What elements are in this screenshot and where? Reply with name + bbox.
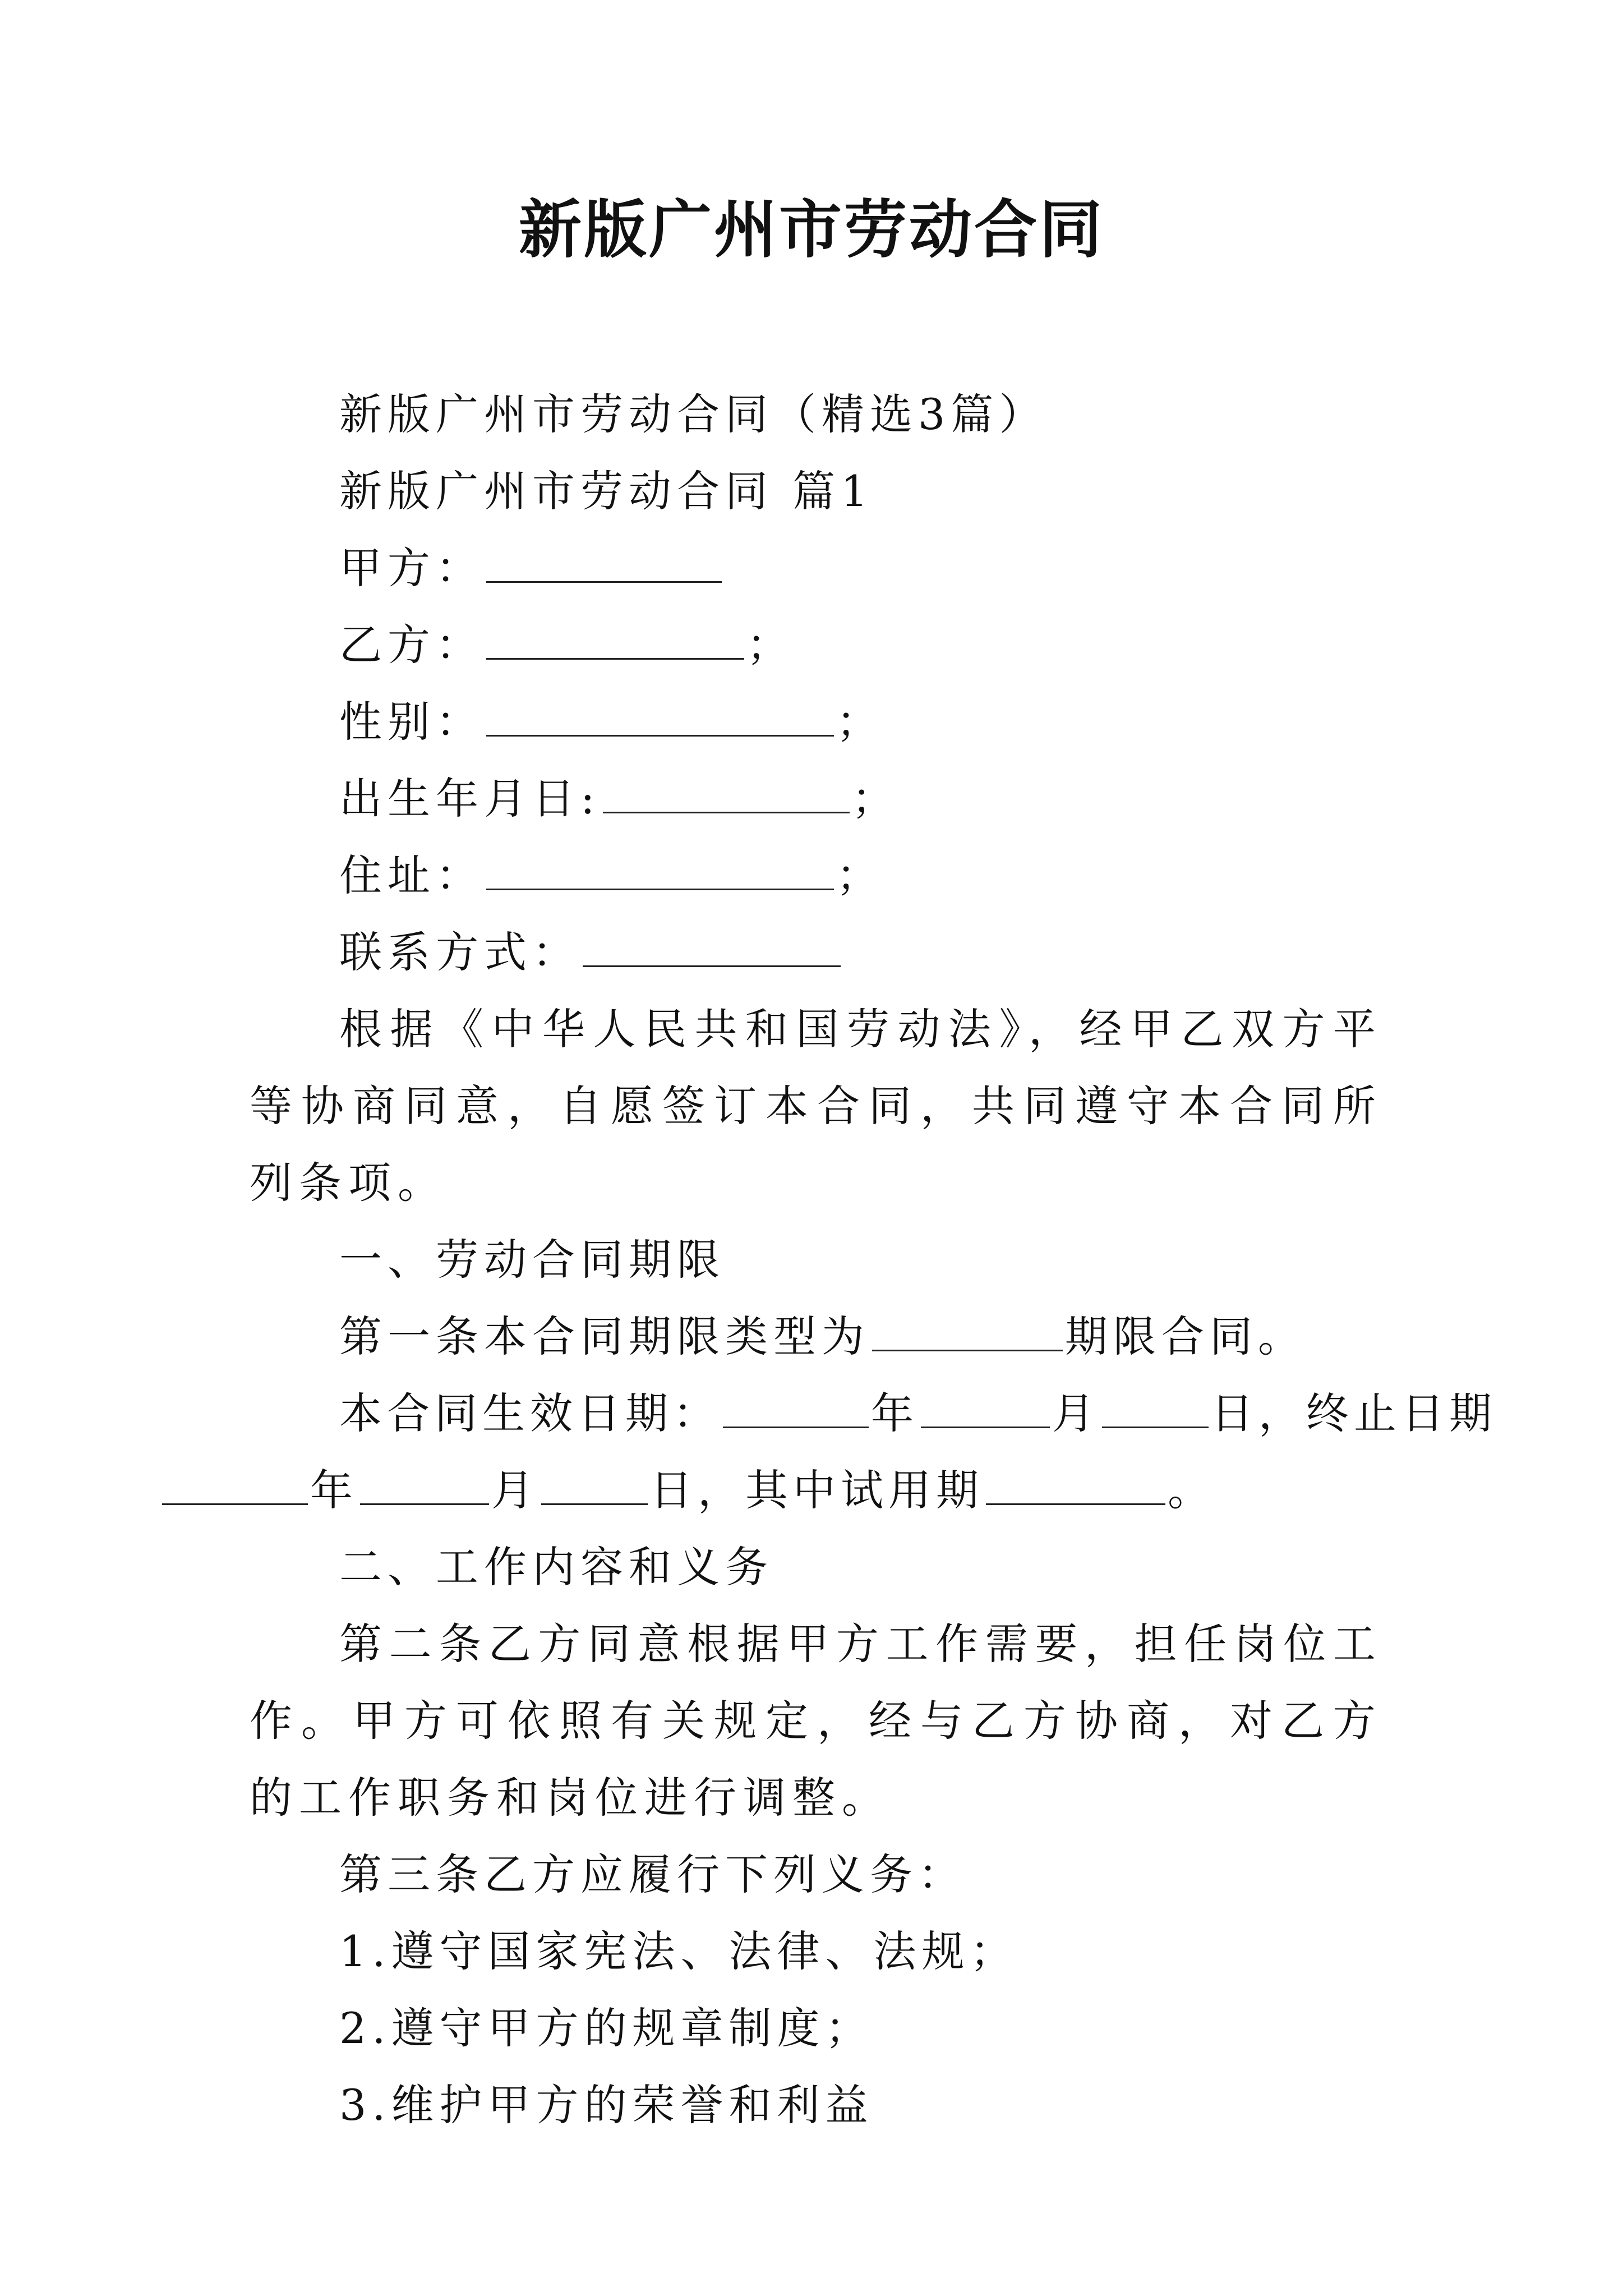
effective-date-label: 本合同生效日期： xyxy=(339,1388,721,1438)
contract-type-blank xyxy=(872,1310,1063,1351)
birth-line xyxy=(250,760,1382,837)
party-b-line xyxy=(250,606,1382,683)
month-label: 月 xyxy=(491,1465,539,1515)
year-label: 年 xyxy=(871,1388,919,1438)
start-year-blank xyxy=(723,1387,869,1428)
section-1-heading: 一、劳动合同期限 xyxy=(339,1235,725,1285)
obligation-item-3: 3.维护甲方的荣誉和利益 xyxy=(339,2080,874,2130)
party-b-blank xyxy=(486,619,744,660)
gender-label: 性别： xyxy=(339,697,484,747)
article-1-suffix: 期限合同。 xyxy=(1065,1312,1306,1361)
obligation-item-1: 1.遵守国家宪法、法律、法规； xyxy=(339,1926,1018,1976)
probation-blank xyxy=(986,1464,1165,1505)
month-label: 月 xyxy=(1052,1388,1100,1438)
party-b-label: 乙方： xyxy=(339,620,484,670)
start-day-blank xyxy=(1102,1387,1209,1428)
birth-blank xyxy=(603,772,850,813)
end-month-blank xyxy=(360,1464,489,1505)
probation-label: 日，其中试用期 xyxy=(650,1465,984,1515)
end-date-label: 日，终止日期 xyxy=(1211,1388,1497,1438)
address-label: 住址： xyxy=(339,850,484,900)
contact-blank xyxy=(583,926,841,967)
semicolon: ； xyxy=(746,620,795,670)
effective-date-line xyxy=(250,1375,1497,1452)
birth-label: 出生年月日: xyxy=(339,774,601,823)
gender-blank xyxy=(486,696,834,737)
article-2-paragraph: 第二条乙方同意根据甲方工作需要，担任岗位工作。甲方可依照有关规定，经与乙方协商，对乙方的工作职务和岗位进行调整。 xyxy=(250,1619,1382,1823)
document-title: 新版广州市劳动合同 xyxy=(519,193,1104,266)
subtitle-line: 新版广州市劳动合同（精选3篇） xyxy=(339,389,1048,439)
gender-line xyxy=(250,683,1382,760)
semicolon: ； xyxy=(836,697,884,747)
article-1-text: 第一条本合同期限类型为 xyxy=(339,1312,870,1361)
contact-label: 联系方式： xyxy=(339,927,580,977)
preamble-paragraph: 根据《中华人民共和国劳动法》，经甲乙双方平等协商同意，自愿签订本合同，共同遵守本合同所列条项。 xyxy=(250,1004,1382,1208)
article-1-line xyxy=(250,1298,1382,1375)
end-year-blank xyxy=(162,1464,308,1505)
address-blank xyxy=(486,849,834,890)
party-a-line xyxy=(250,530,1382,606)
end-day-blank xyxy=(541,1464,648,1505)
document-body xyxy=(250,376,1497,2143)
address-line xyxy=(250,837,1382,914)
end-date-line xyxy=(160,1452,1382,1529)
article-3-heading: 第三条乙方应履行下列义务： xyxy=(339,1849,966,1899)
contact-line xyxy=(250,914,1382,991)
semicolon: ； xyxy=(851,774,900,823)
obligation-item-2: 2.遵守甲方的规章制度； xyxy=(339,2003,874,2053)
chapter-heading: 新版广州市劳动合同 篇1 xyxy=(339,466,874,516)
party-a-blank xyxy=(486,542,722,583)
start-month-blank xyxy=(921,1387,1050,1428)
semicolon: ； xyxy=(836,850,884,900)
period: 。 xyxy=(1168,1465,1215,1515)
party-a-label: 甲方： xyxy=(339,543,484,593)
section-2-heading: 二、工作内容和义务 xyxy=(339,1542,773,1592)
year-label: 年 xyxy=(310,1465,358,1515)
